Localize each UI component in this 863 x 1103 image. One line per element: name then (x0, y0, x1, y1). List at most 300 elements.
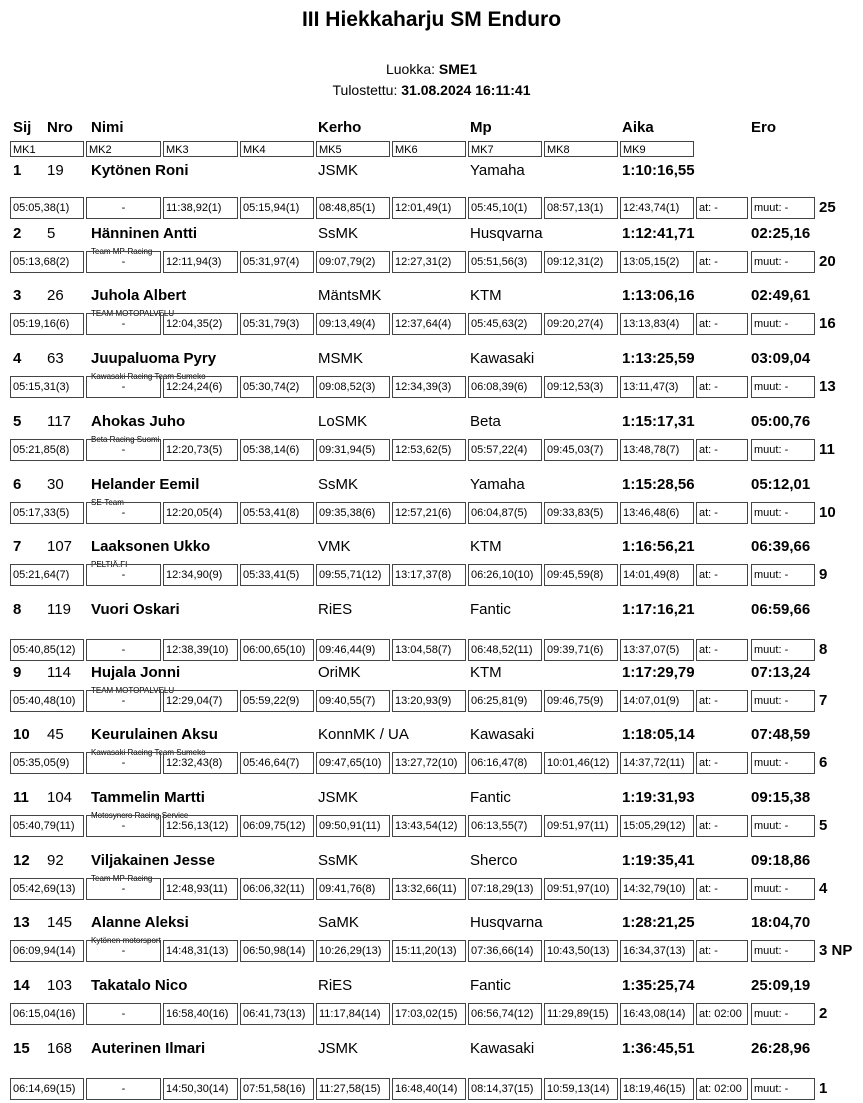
split-time-mk8: 09:12,31(2) (544, 251, 618, 273)
split-time-mk7: 06:26,10(10) (468, 564, 542, 586)
penalty-muut: muut: - (751, 376, 815, 398)
rider-gap: 02:25,16 (751, 225, 811, 242)
split-time-mk6: 12:34,39(3) (392, 376, 466, 398)
page-title: III Hiekkaharju SM Enduro (301, 8, 562, 31)
split-time-mk1: 06:14,69(15) (10, 1078, 84, 1100)
split-time-mk7: 06:04,87(5) (468, 502, 542, 524)
split-time-mk2: - (86, 251, 161, 273)
split-time-mk2: - (86, 1003, 161, 1025)
split-header-mk7: MK7 (468, 141, 542, 157)
result-entry (0, 977, 863, 1040)
rider-name: Vuori Oskari (91, 601, 180, 618)
rider-total-time: 1:19:35,41 (622, 852, 695, 869)
rider-bike: Kawasaki (470, 350, 535, 367)
result-entry (0, 726, 863, 789)
split-time-mk8: 09:51,97(11) (544, 815, 618, 837)
rider-points: 3 NP (819, 942, 853, 959)
split-time-mk5: 09:13,49(4) (316, 313, 390, 335)
split-time-mk3: 14:50,30(14) (163, 1078, 238, 1100)
split-time-mk1: 05:15,31(3) (10, 376, 84, 398)
rider-total-time: 1:15:17,31 (622, 413, 695, 430)
split-time-mk6: 12:53,62(5) (392, 439, 466, 461)
split-time-mk1: 05:40,85(12) (10, 639, 84, 661)
rider-number: 103 (47, 977, 73, 994)
split-time-mk2: - (86, 197, 161, 219)
rider-team: TEAM MOTOPALVELU (91, 686, 175, 695)
rider-name: Keurulainen Aksu (91, 726, 218, 743)
split-time-mk9: 16:34,37(13) (620, 940, 694, 962)
rider-position: 2 (13, 225, 22, 242)
split-time-mk3: 12:56,13(12) (163, 815, 238, 837)
penalty-muut: muut: - (751, 1003, 815, 1025)
split-time-mk9: 13:13,83(4) (620, 313, 694, 335)
header-bike: Mp (470, 119, 492, 136)
penalty-at: at: - (696, 940, 748, 962)
penalty-muut: muut: - (751, 313, 815, 335)
rider-bike: Sherco (470, 852, 518, 869)
rider-total-time: 1:28:21,25 (622, 914, 695, 931)
split-time-mk9: 12:43,74(1) (620, 197, 694, 219)
split-time-mk1: 05:17,33(5) (10, 502, 84, 524)
split-time-mk7: 06:13,55(7) (468, 815, 542, 837)
split-time-mk8: 11:29,89(15) (544, 1003, 618, 1025)
penalty-muut: muut: - (751, 197, 815, 219)
rider-gap: 02:49,61 (751, 287, 811, 304)
split-time-mk8: 09:46,75(9) (544, 690, 618, 712)
split-time-mk6: 13:27,72(10) (392, 752, 466, 774)
split-time-mk6: 12:37,64(4) (392, 313, 466, 335)
rider-total-time: 1:17:29,79 (622, 664, 695, 681)
class-value: SME1 (438, 61, 478, 77)
printed-line (0, 82, 863, 98)
split-time-mk9: 14:07,01(9) (620, 690, 694, 712)
rider-name: Hänninen Antti (91, 225, 198, 242)
split-time-mk5: 09:35,38(6) (316, 502, 390, 524)
penalty-at: at: - (696, 878, 748, 900)
split-time-mk4: 05:31,79(3) (240, 313, 314, 335)
rider-bike: KTM (470, 287, 502, 304)
rider-total-time: 1:13:25,59 (622, 350, 695, 367)
split-time-mk8: 09:45,03(7) (544, 439, 618, 461)
split-time-mk6: 16:48,40(14) (392, 1078, 466, 1100)
result-entry (0, 225, 863, 288)
rider-points: 16 (819, 315, 836, 332)
penalty-muut: muut: - (751, 815, 815, 837)
rider-points: 7 (819, 692, 828, 709)
split-time-mk4: 06:50,98(14) (240, 940, 314, 962)
rider-team: TEAM MOTOPALVELU (91, 309, 175, 318)
penalty-muut: muut: - (751, 940, 815, 962)
header-gap: Ero (751, 119, 777, 136)
rider-points: 11 (819, 441, 835, 458)
rider-name: Juupaluoma Pyry (91, 350, 217, 367)
rider-bike: Fantic (470, 601, 511, 618)
header-pos: Sij (13, 119, 32, 136)
split-time-mk8: 08:57,13(1) (544, 197, 618, 219)
rider-team: PELTIÄ.FI (91, 560, 128, 569)
rider-position: 5 (13, 413, 22, 430)
split-time-mk7: 05:51,56(3) (468, 251, 542, 273)
split-time-mk8: 09:33,83(5) (544, 502, 618, 524)
split-time-mk9: 13:11,47(3) (620, 376, 694, 398)
split-time-mk2: - (86, 313, 161, 335)
rider-bike: Kawasaki (470, 726, 535, 743)
penalty-muut: muut: - (751, 564, 815, 586)
rider-name: Juhola Albert (91, 287, 187, 304)
split-time-mk4: 07:51,58(16) (240, 1078, 314, 1100)
split-time-mk4: 05:46,64(7) (240, 752, 314, 774)
split-time-mk8: 09:45,59(8) (544, 564, 618, 586)
penalty-at: at: - (696, 752, 748, 774)
rider-total-time: 1:13:06,16 (622, 287, 695, 304)
penalty-muut: muut: - (751, 878, 815, 900)
rider-team: Team MP-Racing (91, 874, 153, 883)
split-time-mk9: 15:05,29(12) (620, 815, 694, 837)
split-time-mk8: 09:12,53(3) (544, 376, 618, 398)
penalty-muut: muut: - (751, 502, 815, 524)
rider-bike: Fantic (470, 977, 511, 994)
split-time-mk5: 09:07,79(2) (316, 251, 390, 273)
rider-name: Auterinen Ilmari (91, 1040, 206, 1057)
split-time-mk6: 13:32,66(11) (392, 878, 466, 900)
rider-number: 30 (47, 476, 64, 493)
split-time-mk3: 11:38,92(1) (163, 197, 238, 219)
split-time-mk7: 05:57,22(4) (468, 439, 542, 461)
split-time-mk5: 09:46,44(9) (316, 639, 390, 661)
header-club: Kerho (318, 119, 362, 136)
split-header-mk2: MK2 (86, 141, 161, 157)
result-entry (0, 162, 863, 225)
rider-number: 45 (47, 726, 64, 743)
result-entry (0, 287, 863, 350)
split-time-mk9: 14:32,79(10) (620, 878, 694, 900)
split-time-mk6: 13:17,37(8) (392, 564, 466, 586)
penalty-at: at: - (696, 815, 748, 837)
header-nro: Nro (47, 119, 73, 136)
split-time-mk7: 06:48,52(11) (468, 639, 542, 661)
rider-name: Takatalo Nico (91, 977, 188, 994)
result-entry (0, 664, 863, 727)
rider-gap: 06:59,66 (751, 601, 811, 618)
split-time-mk5: 09:47,65(10) (316, 752, 390, 774)
result-entry (0, 350, 863, 413)
rider-club: RiES (318, 601, 353, 618)
split-time-mk5: 11:27,58(15) (316, 1078, 390, 1100)
rider-position: 1 (13, 162, 22, 179)
split-time-mk1: 05:40,79(11) (10, 815, 84, 837)
split-time-mk4: 05:30,74(2) (240, 376, 314, 398)
split-time-mk5: 09:40,55(7) (316, 690, 390, 712)
result-entry (0, 852, 863, 915)
split-time-mk5: 10:26,29(13) (316, 940, 390, 962)
rider-points: 1 (819, 1080, 828, 1097)
split-time-mk4: 05:33,41(5) (240, 564, 314, 586)
split-time-mk6: 17:03,02(15) (392, 1003, 466, 1025)
split-time-mk3: 12:32,43(8) (163, 752, 238, 774)
rider-total-time: 1:18:05,14 (622, 726, 695, 743)
split-time-mk2: - (86, 690, 161, 712)
penalty-at: at: - (696, 313, 748, 335)
split-time-mk4: 06:06,32(11) (240, 878, 314, 900)
rider-number: 107 (47, 538, 73, 555)
split-time-mk3: 14:48,31(13) (163, 940, 238, 962)
rider-club: LoSMK (318, 413, 368, 430)
split-time-mk3: 12:34,90(9) (163, 564, 238, 586)
rider-club: OriMK (318, 664, 361, 681)
rider-total-time: 1:19:31,93 (622, 789, 695, 806)
rider-gap: 09:15,38 (751, 789, 811, 806)
split-time-mk7: 05:45,63(2) (468, 313, 542, 335)
split-time-mk1: 05:19,16(6) (10, 313, 84, 335)
split-time-mk9: 16:43,08(14) (620, 1003, 694, 1025)
split-time-mk9: 13:05,15(2) (620, 251, 694, 273)
split-time-mk2: - (86, 752, 161, 774)
split-time-mk2: - (86, 815, 161, 837)
rider-club: SsMK (318, 225, 359, 242)
split-time-mk7: 08:14,37(15) (468, 1078, 542, 1100)
rider-club: RiES (318, 977, 353, 994)
rider-position: 3 (13, 287, 22, 304)
penalty-muut: muut: - (751, 639, 815, 661)
rider-number: 26 (47, 287, 64, 304)
split-header-mk9: MK9 (620, 141, 694, 157)
split-time-mk3: 12:29,04(7) (163, 690, 238, 712)
rider-position: 6 (13, 476, 22, 493)
header-time: Aika (622, 119, 654, 136)
rider-points: 5 (819, 817, 828, 834)
rider-gap: 26:28,96 (751, 1040, 811, 1057)
rider-team: Kawasaki Racing Team Sumeko (91, 748, 206, 757)
rider-gap: 25:09,19 (751, 977, 811, 994)
rider-number: 168 (47, 1040, 73, 1057)
split-header-mk6: MK6 (392, 141, 466, 157)
rider-points: 20 (819, 253, 836, 270)
split-time-mk5: 09:31,94(5) (316, 439, 390, 461)
rider-total-time: 1:17:16,21 (622, 601, 695, 618)
rider-number: 5 (47, 225, 56, 242)
split-time-mk6: 12:01,49(1) (392, 197, 466, 219)
rider-position: 15 (13, 1040, 30, 1057)
split-time-mk3: 16:58,40(16) (163, 1003, 238, 1025)
rider-name: Helander Eemil (91, 476, 200, 493)
result-entry (0, 789, 863, 852)
rider-gap: 09:18,86 (751, 852, 811, 869)
split-header-mk8: MK8 (544, 141, 618, 157)
split-time-mk8: 09:20,27(4) (544, 313, 618, 335)
split-time-mk1: 05:05,38(1) (10, 197, 84, 219)
split-time-mk5: 08:48,85(1) (316, 197, 390, 219)
split-time-mk3: 12:24,24(6) (163, 376, 238, 398)
split-time-mk3: 12:38,39(10) (163, 639, 238, 661)
split-time-mk2: - (86, 564, 161, 586)
rider-number: 119 (47, 601, 71, 618)
rider-number: 63 (47, 350, 64, 367)
rider-name: Viljakainen Jesse (91, 852, 215, 869)
split-time-mk4: 05:15,94(1) (240, 197, 314, 219)
split-time-mk1: 06:09,94(14) (10, 940, 84, 962)
split-time-mk9: 13:48,78(7) (620, 439, 694, 461)
class-line (0, 61, 863, 77)
result-entry (0, 413, 863, 476)
split-time-mk4: 05:59,22(9) (240, 690, 314, 712)
rider-points: 9 (819, 566, 828, 583)
split-time-mk8: 10:59,13(14) (544, 1078, 618, 1100)
split-time-mk1: 06:15,04(16) (10, 1003, 84, 1025)
penalty-muut: muut: - (751, 752, 815, 774)
split-time-mk6: 15:11,20(13) (392, 940, 466, 962)
split-time-mk1: 05:40,48(10) (10, 690, 84, 712)
rider-bike: Husqvarna (470, 914, 543, 931)
split-header-mk3: MK3 (163, 141, 238, 157)
split-time-mk6: 13:20,93(9) (392, 690, 466, 712)
split-time-mk2: - (86, 1078, 161, 1100)
split-time-mk3: 12:20,05(4) (163, 502, 238, 524)
split-time-mk2: - (86, 940, 161, 962)
split-time-mk1: 05:13,68(2) (10, 251, 84, 273)
rider-bike: Yamaha (470, 162, 525, 179)
rider-bike: Husqvarna (470, 225, 543, 242)
printed-label: Tulostettu: (332, 82, 398, 98)
rider-total-time: 1:15:28,56 (622, 476, 695, 493)
rider-bike: KTM (470, 538, 502, 555)
split-time-mk1: 05:35,05(9) (10, 752, 84, 774)
penalty-at: at: - (696, 376, 748, 398)
split-time-mk6: 13:43,54(12) (392, 815, 466, 837)
penalty-muut: muut: - (751, 690, 815, 712)
split-time-mk9: 18:19,46(15) (620, 1078, 694, 1100)
header-name: Nimi (91, 119, 124, 136)
split-time-mk8: 10:43,50(13) (544, 940, 618, 962)
rider-points: 2 (819, 1005, 828, 1022)
rider-total-time: 1:10:16,55 (622, 162, 695, 179)
split-time-mk4: 05:53,41(8) (240, 502, 314, 524)
split-time-mk8: 10:01,46(12) (544, 752, 618, 774)
penalty-at: at: 02:00 (696, 1078, 748, 1100)
rider-points: 13 (819, 378, 836, 395)
rider-club: MäntsMK (318, 287, 382, 304)
split-time-mk6: 12:57,21(6) (392, 502, 466, 524)
split-time-mk9: 14:37,72(11) (620, 752, 694, 774)
rider-gap: 07:13,24 (751, 664, 811, 681)
rider-name: Alanne Aleksi (91, 914, 189, 931)
split-time-mk5: 09:41,76(8) (316, 878, 390, 900)
rider-club: SsMK (318, 476, 359, 493)
split-time-mk4: 05:31,97(4) (240, 251, 314, 273)
split-header-mk4: MK4 (240, 141, 314, 157)
rider-team: Motosyncro Racing Service (91, 811, 189, 820)
rider-team: Team MP-Racing (91, 247, 153, 256)
split-time-mk3: 12:48,93(11) (163, 878, 238, 900)
rider-name: Kytönen Roni (91, 162, 189, 179)
penalty-at: at: - (696, 251, 748, 273)
split-time-mk2: - (86, 376, 161, 398)
rider-number: 117 (47, 413, 71, 430)
rider-position: 7 (13, 538, 22, 555)
rider-position: 13 (13, 914, 30, 931)
rider-number: 92 (47, 852, 64, 869)
split-time-mk7: 07:36,66(14) (468, 940, 542, 962)
rider-gap: 05:00,76 (751, 413, 811, 430)
rider-team: SE-Team (91, 498, 124, 507)
rider-name: Laaksonen Ukko (91, 538, 211, 555)
rider-number: 145 (47, 914, 73, 931)
split-time-mk4: 06:41,73(13) (240, 1003, 314, 1025)
split-header-mk5: MK5 (316, 141, 390, 157)
penalty-at: at: - (696, 502, 748, 524)
split-time-mk7: 06:25,81(9) (468, 690, 542, 712)
rider-position: 8 (13, 601, 22, 618)
rider-club: SaMK (318, 914, 359, 931)
rider-bike: KTM (470, 664, 502, 681)
rider-gap: 03:09,04 (751, 350, 811, 367)
split-time-mk3: 12:11,94(3) (163, 251, 238, 273)
printed-value: 31.08.2024 16:11:41 (401, 82, 531, 98)
split-time-mk2: - (86, 878, 161, 900)
rider-team: Beta Racing Suomi (91, 435, 160, 444)
split-time-mk3: 12:04,35(2) (163, 313, 238, 335)
split-time-mk3: 12:20,73(5) (163, 439, 238, 461)
penalty-at: at: - (696, 439, 748, 461)
penalty-at: at: - (696, 639, 748, 661)
penalty-at: at: 02:00 (696, 1003, 748, 1025)
rider-club: VMK (318, 538, 351, 555)
split-time-mk7: 06:56,74(12) (468, 1003, 542, 1025)
rider-bike: Kawasaki (470, 1040, 535, 1057)
rider-position: 14 (13, 977, 30, 994)
result-entry (0, 601, 863, 664)
rider-bike: Yamaha (470, 476, 525, 493)
split-time-mk7: 07:18,29(13) (468, 878, 542, 900)
rider-bike: Fantic (470, 789, 511, 806)
rider-name: Tammelin Martti (91, 789, 205, 806)
split-time-mk1: 05:21,85(8) (10, 439, 84, 461)
rider-number: 104 (47, 789, 73, 806)
rider-position: 4 (13, 350, 22, 367)
penalty-at: at: - (696, 690, 748, 712)
penalty-muut: muut: - (751, 439, 815, 461)
rider-total-time: 1:12:41,71 (622, 225, 695, 242)
rider-points: 8 (819, 641, 828, 658)
rider-number: 19 (47, 162, 64, 179)
penalty-muut: muut: - (751, 251, 815, 273)
rider-position: 10 (13, 726, 30, 743)
rider-position: 9 (13, 664, 22, 681)
rider-points: 6 (819, 754, 828, 771)
rider-number: 114 (47, 664, 71, 681)
split-time-mk1: 05:21,64(7) (10, 564, 84, 586)
rider-gap: 07:48,59 (751, 726, 811, 743)
rider-club: KonnMK / UA (318, 726, 409, 743)
rider-position: 11 (13, 789, 29, 806)
result-entry (0, 538, 863, 601)
split-time-mk1: 05:42,69(13) (10, 878, 84, 900)
rider-bike: Beta (470, 413, 501, 430)
rider-club: JSMK (318, 1040, 359, 1057)
rider-gap: 06:39,66 (751, 538, 811, 555)
result-entry (0, 1040, 863, 1103)
split-time-mk5: 09:50,91(11) (316, 815, 390, 837)
rider-team: Kytönen motorsport (91, 936, 161, 945)
split-time-mk4: 06:09,75(12) (240, 815, 314, 837)
split-time-mk5: 09:08,52(3) (316, 376, 390, 398)
split-time-mk2: - (86, 639, 161, 661)
split-time-mk4: 06:00,65(10) (240, 639, 314, 661)
penalty-muut: muut: - (751, 1078, 815, 1100)
split-time-mk9: 13:37,07(5) (620, 639, 694, 661)
rider-gap: 18:04,70 (751, 914, 811, 931)
rider-total-time: 1:36:45,51 (622, 1040, 695, 1057)
rider-position: 12 (13, 852, 30, 869)
